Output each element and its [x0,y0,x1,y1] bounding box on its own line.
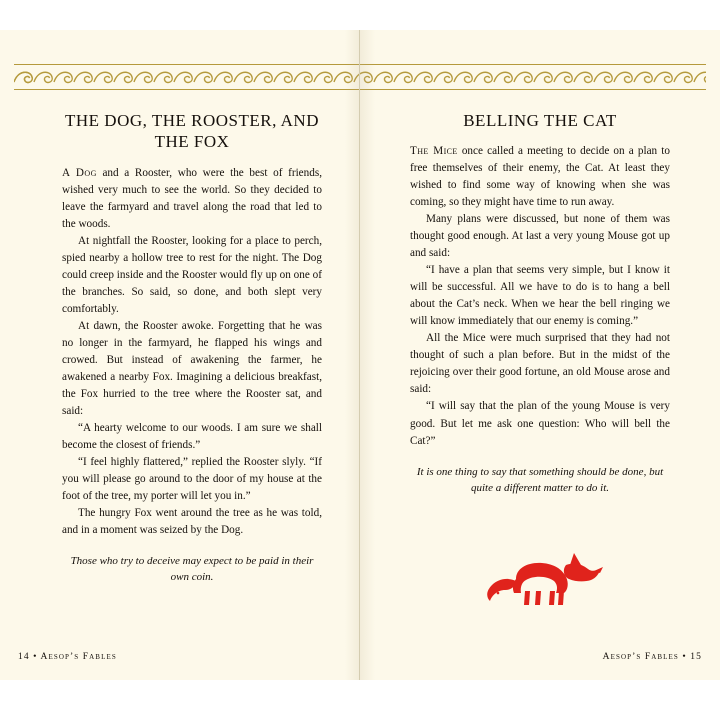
paragraph: At dawn, the Rooster awoke. Forgetting that he was no longer in the farmyard, he flapped his wings and crowed. But instead of awakening the farmer, he awakened a nearby Fox. Imagining a delicious breakfast, the Fox hurried to the tree where the Rooster sat, and said: [62,319,322,417]
moral-text: It is one thing to say that something should be done, but quite a different matter to do it. [416,465,664,495]
bottom-margin [0,680,720,720]
fox-illustration [470,535,610,613]
folio-right: Aesop’s Fables • 15 [602,652,702,662]
paragraph: “I will say that the plan of the young Mouse is very good. But let me ask one question: Who will bell the Cat?” [410,400,670,447]
ornament-rule-bottom [14,89,706,90]
paragraph: “A hearty welcome to our woods. I am sure we shall become the closest of friends.” [62,421,322,451]
paragraph: All the Mice were much surprised that they had not thought of such a plan before. But in the midst of the rejoicing over their good fortune, an old Mouse arose and said: [410,332,670,396]
ornament-rule-top [14,64,706,65]
paragraph: At nightfall the Rooster, looking for a place to perch, spied nearby a hollow tree to rest for the night. The Dog could creep inside and the Rooster would fly up on one of the branches. So said, so done, and both slept very comfortably. [62,234,322,315]
paragraph: “I feel highly flattered,” replied the Rooster slyly. “If you will please go around to the door of my house at the foot of the tree, my porter will let you in.” [62,455,322,502]
moral-text: Those who try to deceive may expect to be paid in their own coin. [70,554,314,584]
gutter-shadow [345,30,375,680]
page-title: THE DOG, THE ROOSTER, AND THE FOX [65,111,319,152]
paragraph: The hungry Fox went around the tree as he was told, and in a moment was seized by the Dog. [62,506,322,536]
page-title: BELLING THE CAT [463,111,617,130]
left-page [62,110,322,586]
right-page [410,110,670,497]
paragraph: The Mice once called a meeting to decide on a plan to free themselves of their enemy, the Cat. At least they wished to find some way of knowing when she was coming, so they might have time to run away. [410,145,670,209]
paragraph: Many plans were discussed, but none of them was thought good enough. At last a very young Mouse got up and said: [410,213,670,260]
folio-left: 14 • Aesop’s Fables [18,652,117,662]
paragraph: A Dog and a Rooster, who were the best of friends, wished very much to see the world. So they decided to leave the farmyard and travel along the road that led to the woods. [62,166,322,230]
scroll-ornament [14,66,706,88]
book-spine [359,30,360,680]
top-margin [0,0,720,30]
paragraph: “I have a plan that seems very simple, but I know it will be successful. All we have to do is to hang a bell about the Cat’s neck. When we hear the bell ringing we will know immediately that our enemy is coming.” [410,264,670,328]
